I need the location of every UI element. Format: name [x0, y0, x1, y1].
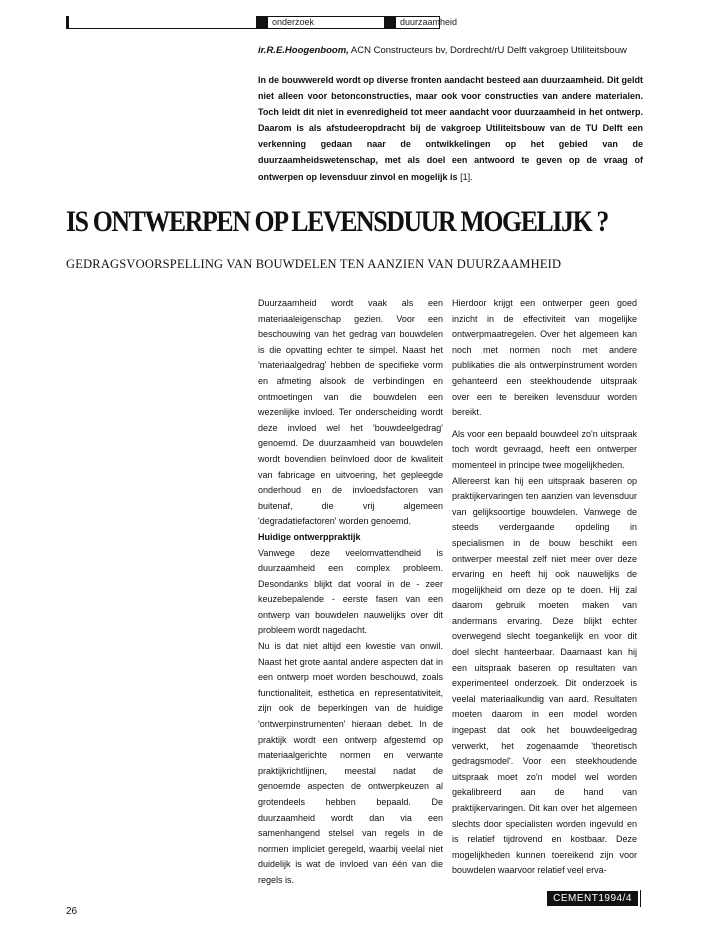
- body-paragraph: Vanwege deze veelomvattendheid is duurzaamheid een complex probleem. Desondanks blijkt dat vooral in de - zeer keuzebepalende - eerste fasen van een ontwerp van bouwdelen nauwelijks over dit probleem wordt nagedacht.: [258, 547, 443, 636]
- body-paragraph: Duurzaamheid wordt vaak als een materiaaleigenschap gezien. Voor een beschouwing van het gedrag van bouwdelen is die opvatting echter te simpel. Naast het 'materiaalgedrag' hebben de specifieke vorm en afmeting alsook de verbindingen en ontmoetingen van die bouwdelen een wezenlijke invloed. Ter onderscheiding wordt deze invloed wel het 'bouwdeelgedrag' genoemd. De duurzaamheid van bouwdelen wordt bovendien beïnvloed door de kwaliteit van fabricage en uitvoering, het gepleegde onderhoud en de invloedsfactoren van buitenaf, die vrij algemeen 'degradatiefactoren' worden genoemd.: [258, 298, 443, 527]
- body-paragraph: Allereerst kan hij een uitspraak baseren op praktijkervaringen ten aanzien van levensduur van gelijksoortige bouwdelen. Vanwege de steeds verdergaande opdeling in specialismen in de bouw beschikt een ontwerper meestal zelf niet meer over deze ervaring en heeft hij ook nauwelijks de mogelijkheid om deze op te doen. Hij zal daarom gebruik moeten maken van andermans ervaring. Deze blijkt echter overwegend slecht toegankelijk en voor dit doel slecht hanteerbaar. Daarnaast kan hij een uitspraak baseren op resultaten van experimenteel onderzoek. Dit onderzoek is veelal materiaalkundig van aard. Resultaten moeten daarom in een model worden ingepast dat ook het bouwdeelgedrag verwerkt, het zogenaamde 'theoretisch gedragsmodel'. Voor een steekhoudende uitspraak moet zo'n model wel worden gekalibreerd aan de hand van praktijkervaringen. Dit kan over het algemeen slechts door specialisten worden ingevuld en is relatief tijdrovend en kostbaar. Deze mogelijkheden kunnen toereikend zijn voor bouwdelen waarvoor relatief veel erva-: [452, 475, 637, 876]
- body-paragraph: Nu is dat niet altijd een kwestie van onwil. Naast het grote aantal andere aspecten dat in een ontwerp moet worden beschouwd, zoals functionaliteit, esthetica en representativiteit, zijn ook de beperkingen van de huidige 'ontwerpinstrumenten' hieraan debet. In de praktijk wordt een ontwerp afgestemd op materiaalgerichte normen en verwante praktijkrichtlijnen, meestal nadat de genoemde aspecten de ontwerpkeuzen al grotendeels hebben bepaald. De duurzaamheid wordt dan via een samenhangend stelsel van regels in de normen impliciet geregeld, waarbij veelal niet duidelijk is wat de invloed van één van die regels is.: [258, 641, 443, 885]
- header-rule-bottom: [66, 28, 440, 29]
- body-column-right: [452, 296, 637, 879]
- section-tab-duurzaamheid: [384, 17, 458, 28]
- author-line: [258, 44, 658, 57]
- article-title: IS ONTWERPEN OP LEVENSDUUR MOGELIJK ?: [66, 205, 608, 238]
- square-marker-icon: [256, 17, 268, 28]
- page-number: 26: [66, 906, 78, 917]
- author-name: ir.R.E.Hoogenboom,: [258, 45, 349, 56]
- article-subtitle: GEDRAGSVOORSPELLING VAN BOUWDELEN TEN AANZIEN VAN DUURZAAMHEID: [66, 257, 562, 271]
- section-tab-label: onderzoek: [272, 17, 315, 27]
- body-paragraph: Als voor een bepaald bouwdeel zo'n uitspraak toch wordt gevraagd, heeft een ontwerper momenteel in principe twee mogelijkheden.: [452, 428, 637, 470]
- author-affiliation: ACN Constructeurs bv, Dordrecht/rU Delft vakgroep Utiliteitsbouw: [350, 45, 627, 56]
- intro-paragraph: [258, 72, 643, 185]
- square-marker-icon: [384, 17, 396, 28]
- section-header-bar: [66, 12, 458, 29]
- section-tab-onderzoek: [256, 17, 376, 28]
- intro-reference: [1].: [460, 171, 473, 182]
- journal-footer-tag: CEMENT1994/4: [547, 891, 638, 906]
- intro-text: In de bouwwereld wordt op diverse fronten aandacht besteed aan duurzaamheid. Dit geldt niet alleen voor betonconstructies, maar ook voor constructies van andere materialen. Toch leidt dit niet in evenredigheid tot meer aandacht voor duurzaamheid in het ontwerp. Daarom is als afstudeeropdracht bij de vakgroep Utiliteitsbouw van de TU Delft een verkenning gedaan naar de ontwikkelingen op het gebied van de duurzaamheidswetenschap, met als doel een antwoord te geven op de vraag of ontwerpen op levensduur zinvol en mogelijk is: [258, 75, 643, 182]
- section-tab-label: duurzaamheid: [400, 17, 458, 27]
- section-heading: Huidige ontwerppraktijk: [258, 531, 361, 542]
- body-paragraph: Hierdoor krijgt een ontwerper geen goed inzicht in de effectiviteit van mogelijke ontwerpmaatregelen. Over het algemeen kan noch met normen noch met andere publikaties die als ontwerpinstrument worden gehanteerd een steekhoudende uitspraak over een te bereiken levensduur worden bereikt.: [452, 298, 637, 418]
- body-column-left: [258, 296, 443, 889]
